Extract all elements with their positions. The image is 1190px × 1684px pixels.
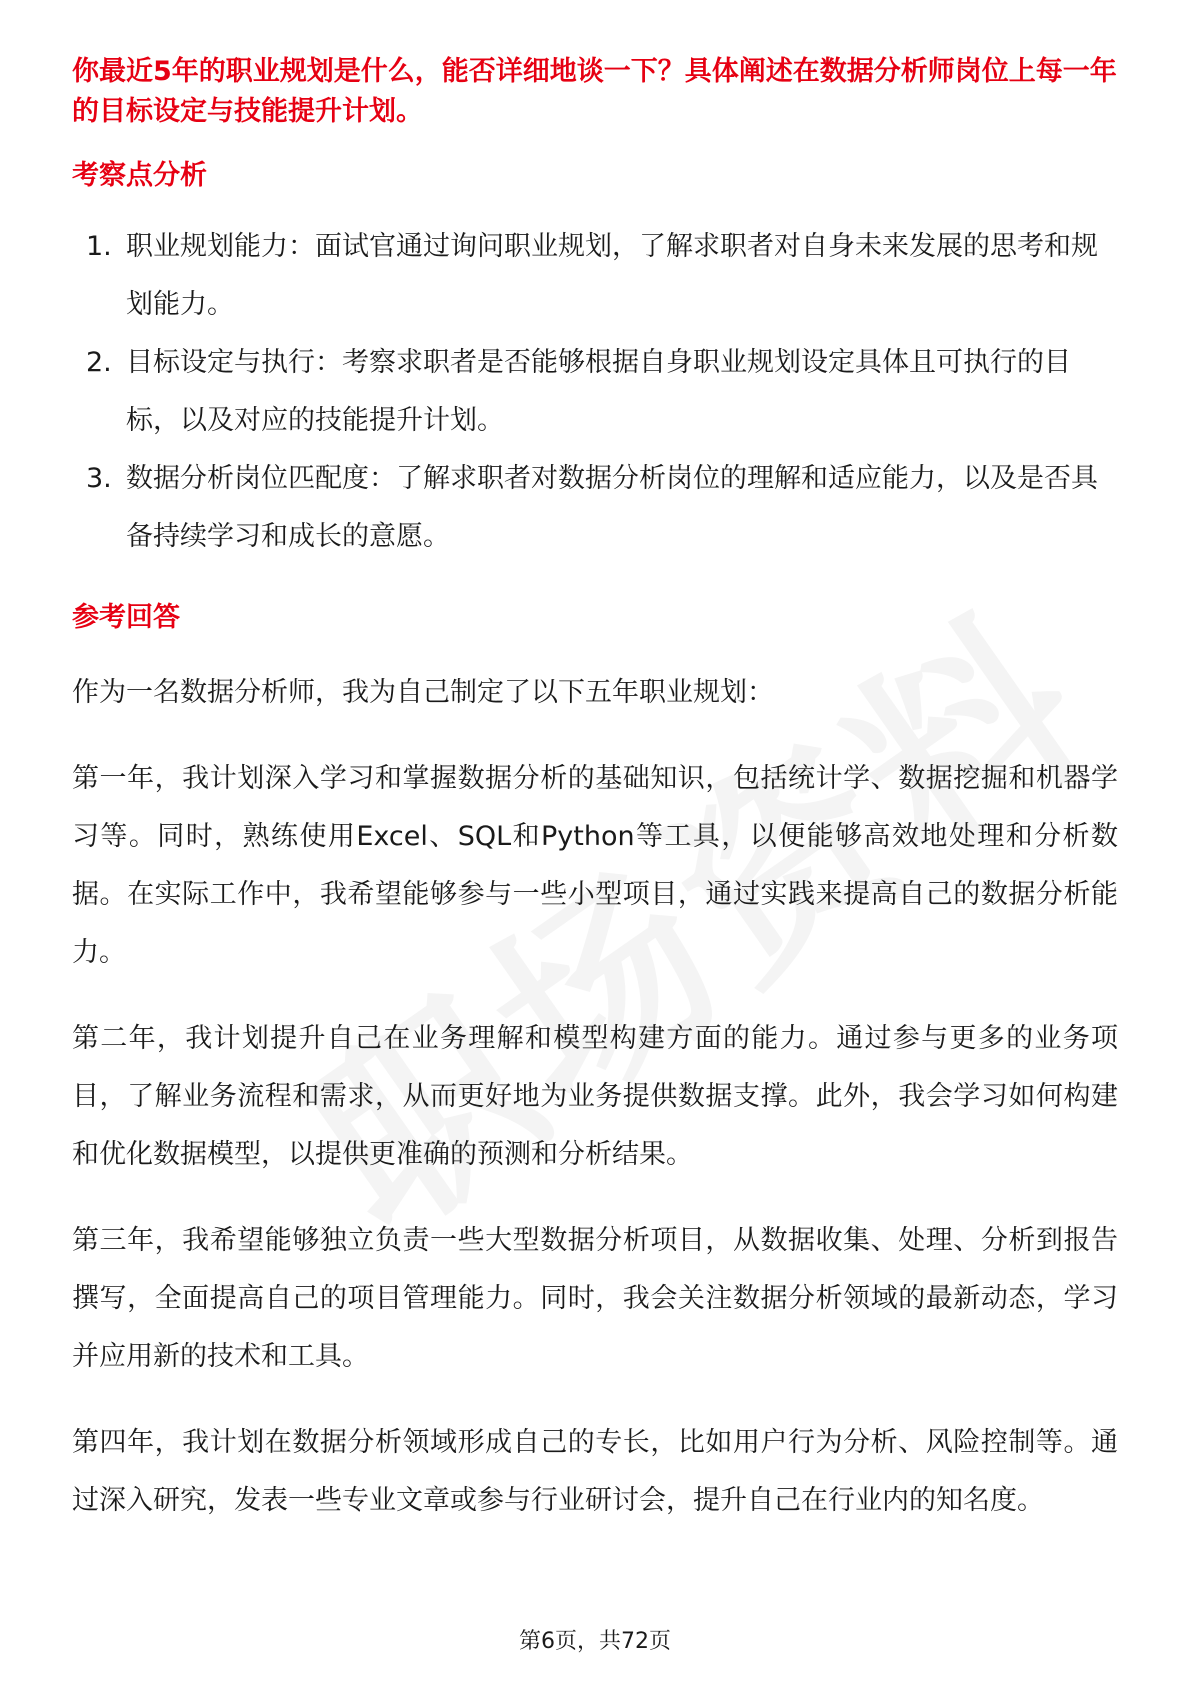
list-item-number: 2.	[86, 347, 112, 378]
answer-paragraph-year4: 第四年，我计划在数据分析领域形成自己的专长，比如用户行为分析、风险控制等。通过深入研究，发表一些专业文章或参与行业研讨会，提升自己在行业内的知名度。	[72, 1427, 1118, 1516]
list-item	[72, 334, 1118, 450]
answer-intro: 作为一名数据分析师，我为自己制定了以下五年职业规划：	[72, 677, 774, 708]
answer-paragraph-year1: 第一年，我计划深入学习和掌握数据分析的基础知识，包括统计学、数据挖掘和机器学习等。同时，熟练使用Excel、SQL和Python等工具，以便能够高效地处理和分析数据。在实际工作中，我希望能够参与一些小型项目，通过实践来提高自己的数据分析能力。	[72, 763, 1118, 968]
list-item-text: 目标设定与执行：考察求职者是否能够根据自身职业规划设定具体且可执行的目标，以及对应的技能提升计划。	[126, 347, 1071, 436]
document-page	[72, 52, 1118, 1530]
list-item	[72, 450, 1118, 566]
analysis-list	[72, 218, 1118, 566]
page-number: 第6页，共72页	[519, 1629, 671, 1654]
list-item-number: 3.	[86, 463, 112, 494]
analysis-section-title: 考察点分析	[72, 160, 207, 191]
list-item-text: 职业规划能力：面试官通过询问职业规划，了解求职者对自身未来发展的思考和规划能力。	[126, 231, 1098, 320]
list-item-number: 1.	[86, 231, 112, 262]
list-item-text: 数据分析岗位匹配度：了解求职者对数据分析岗位的理解和适应能力，以及是否具备持续学习和成长的意愿。	[126, 463, 1098, 552]
question-heading: 你最近5年的职业规划是什么，能否详细地谈一下？具体阐述在数据分析师岗位上每一年的目标设定与技能提升计划。	[72, 56, 1117, 127]
answer-paragraph-year3: 第三年，我希望能够独立负责一些大型数据分析项目，从数据收集、处理、分析到报告撰写，全面提高自己的项目管理能力。同时，我会关注数据分析领域的最新动态，学习并应用新的技术和工具。	[72, 1225, 1118, 1372]
answer-paragraph-year2: 第二年，我计划提升自己在业务理解和模型构建方面的能力。通过参与更多的业务项目，了解业务流程和需求，从而更好地为业务提供数据支撑。此外，我会学习如何构建和优化数据模型，以提供更准确的预测和分析结果。	[72, 1023, 1118, 1170]
list-item	[72, 218, 1118, 334]
answer-section-title: 参考回答	[72, 602, 180, 633]
